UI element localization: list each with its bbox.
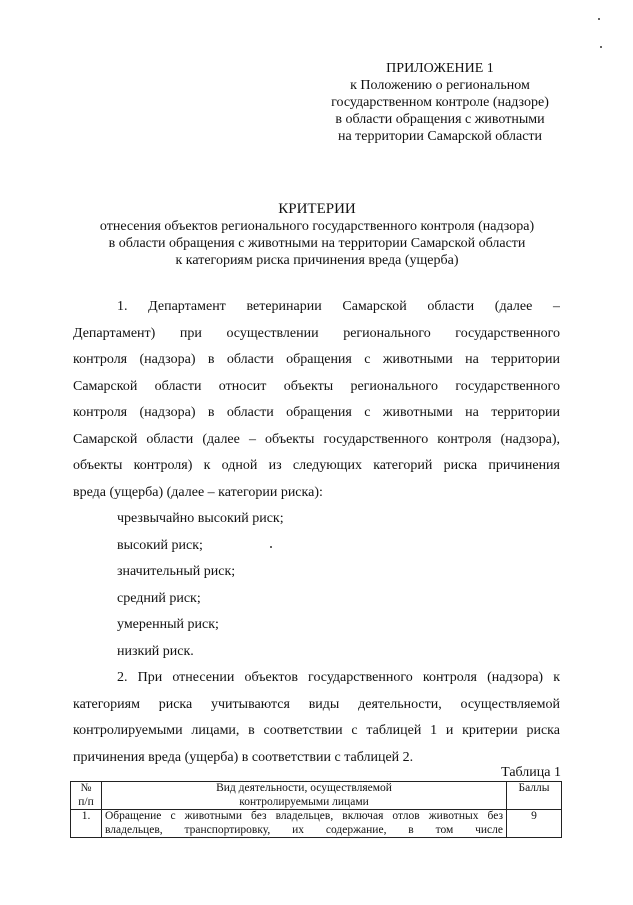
scan-speck: [598, 18, 600, 20]
criteria-title: КРИТЕРИИ: [278, 201, 356, 217]
table-caption: Таблица 1: [501, 765, 561, 780]
appendix-line: в области обращения с животными: [335, 112, 545, 127]
paragraph-2-line: 2. При отнесении объектов государственного контроля (надзора) к: [117, 670, 560, 685]
risk-list-item: средний риск;: [117, 590, 201, 606]
appendix-heading: ПРИЛОЖЕНИЕ 1: [386, 61, 494, 76]
criteria-subtitle-line: в области обращения с животными на территории Самарской области: [108, 236, 526, 251]
risk-list-item: низкий риск.: [117, 643, 194, 659]
row-activity: [102, 810, 507, 838]
paragraph-2-line: контролируемыми лицами, в соответствии с таблицей 1 и критерии риска: [73, 723, 560, 738]
row-points: 9: [507, 810, 562, 838]
appendix-line: на территории Самарской области: [337, 129, 543, 144]
paragraph-line: контроля (надзора) в области обращения с животными на территории: [73, 405, 560, 420]
header-activity: [102, 782, 507, 810]
appendix-line: государственном контроле (надзоре): [331, 95, 549, 110]
header-activity-line: контролируемыми лицами: [239, 795, 369, 808]
risk-list-item: чрезвычайно высокий риск;: [117, 511, 284, 526]
risk-list-item: умеренный риск;: [117, 617, 219, 632]
table-header-row: [71, 782, 562, 810]
paragraph-line: Департамент) при осуществлении регионального государственного: [73, 325, 560, 341]
table-row: [71, 810, 562, 838]
row-activity-line: владельцев, транспортировку, их содержание, в том числе: [105, 823, 503, 836]
row-number: 1.: [71, 810, 102, 838]
risk-list-item: высокий риск;: [117, 537, 203, 553]
criteria-subtitle-line: к категориям риска причинения вреда (ущерба): [175, 253, 459, 268]
header-points: Баллы: [507, 782, 562, 810]
paragraph-line: вреда (ущерба) (далее – категории риска):: [73, 484, 323, 500]
paragraph-2-line: категориям риска учитываются виды деятельности, осуществляемой: [73, 696, 560, 712]
paragraph-2-line: причинения вреда (ущерба) в соответствии с таблицей 2.: [73, 749, 414, 765]
header-number-line: №: [80, 782, 92, 794]
scan-speck: [600, 46, 602, 48]
header-activity-line: Вид деятельности, осуществляемой: [216, 782, 392, 794]
row-activity-line: Обращение с животными без владельцев, включая отлов животных без: [105, 810, 503, 822]
risk-list-item: значительный риск;: [117, 564, 236, 579]
paragraph-line: объекты контроля) к одной из следующих категорий риска причинения: [73, 458, 560, 473]
scan-speck: [270, 546, 272, 548]
appendix-line: к Положению о региональном: [350, 78, 530, 93]
paragraph-line: Самарской области относит объекты регионального государственного: [73, 378, 560, 394]
appendix-block: [300, 60, 580, 145]
header-number: [71, 782, 102, 810]
criteria-header: [60, 201, 574, 269]
header-number-line: п/п: [78, 795, 94, 808]
paragraph-line: 1. Департамент ветеринарии Самарской области (далее –: [117, 299, 560, 314]
activity-table: [70, 781, 562, 838]
criteria-subtitle-line: отнесения объектов регионального государственного контроля (надзора): [99, 219, 535, 234]
paragraph-line: контроля (надзора) в области обращения с животными на территории: [73, 352, 560, 367]
paragraph-line: Самарской области (далее – объекты государственного контроля (надзора),: [73, 431, 560, 447]
paragraph-1: [73, 294, 560, 771]
